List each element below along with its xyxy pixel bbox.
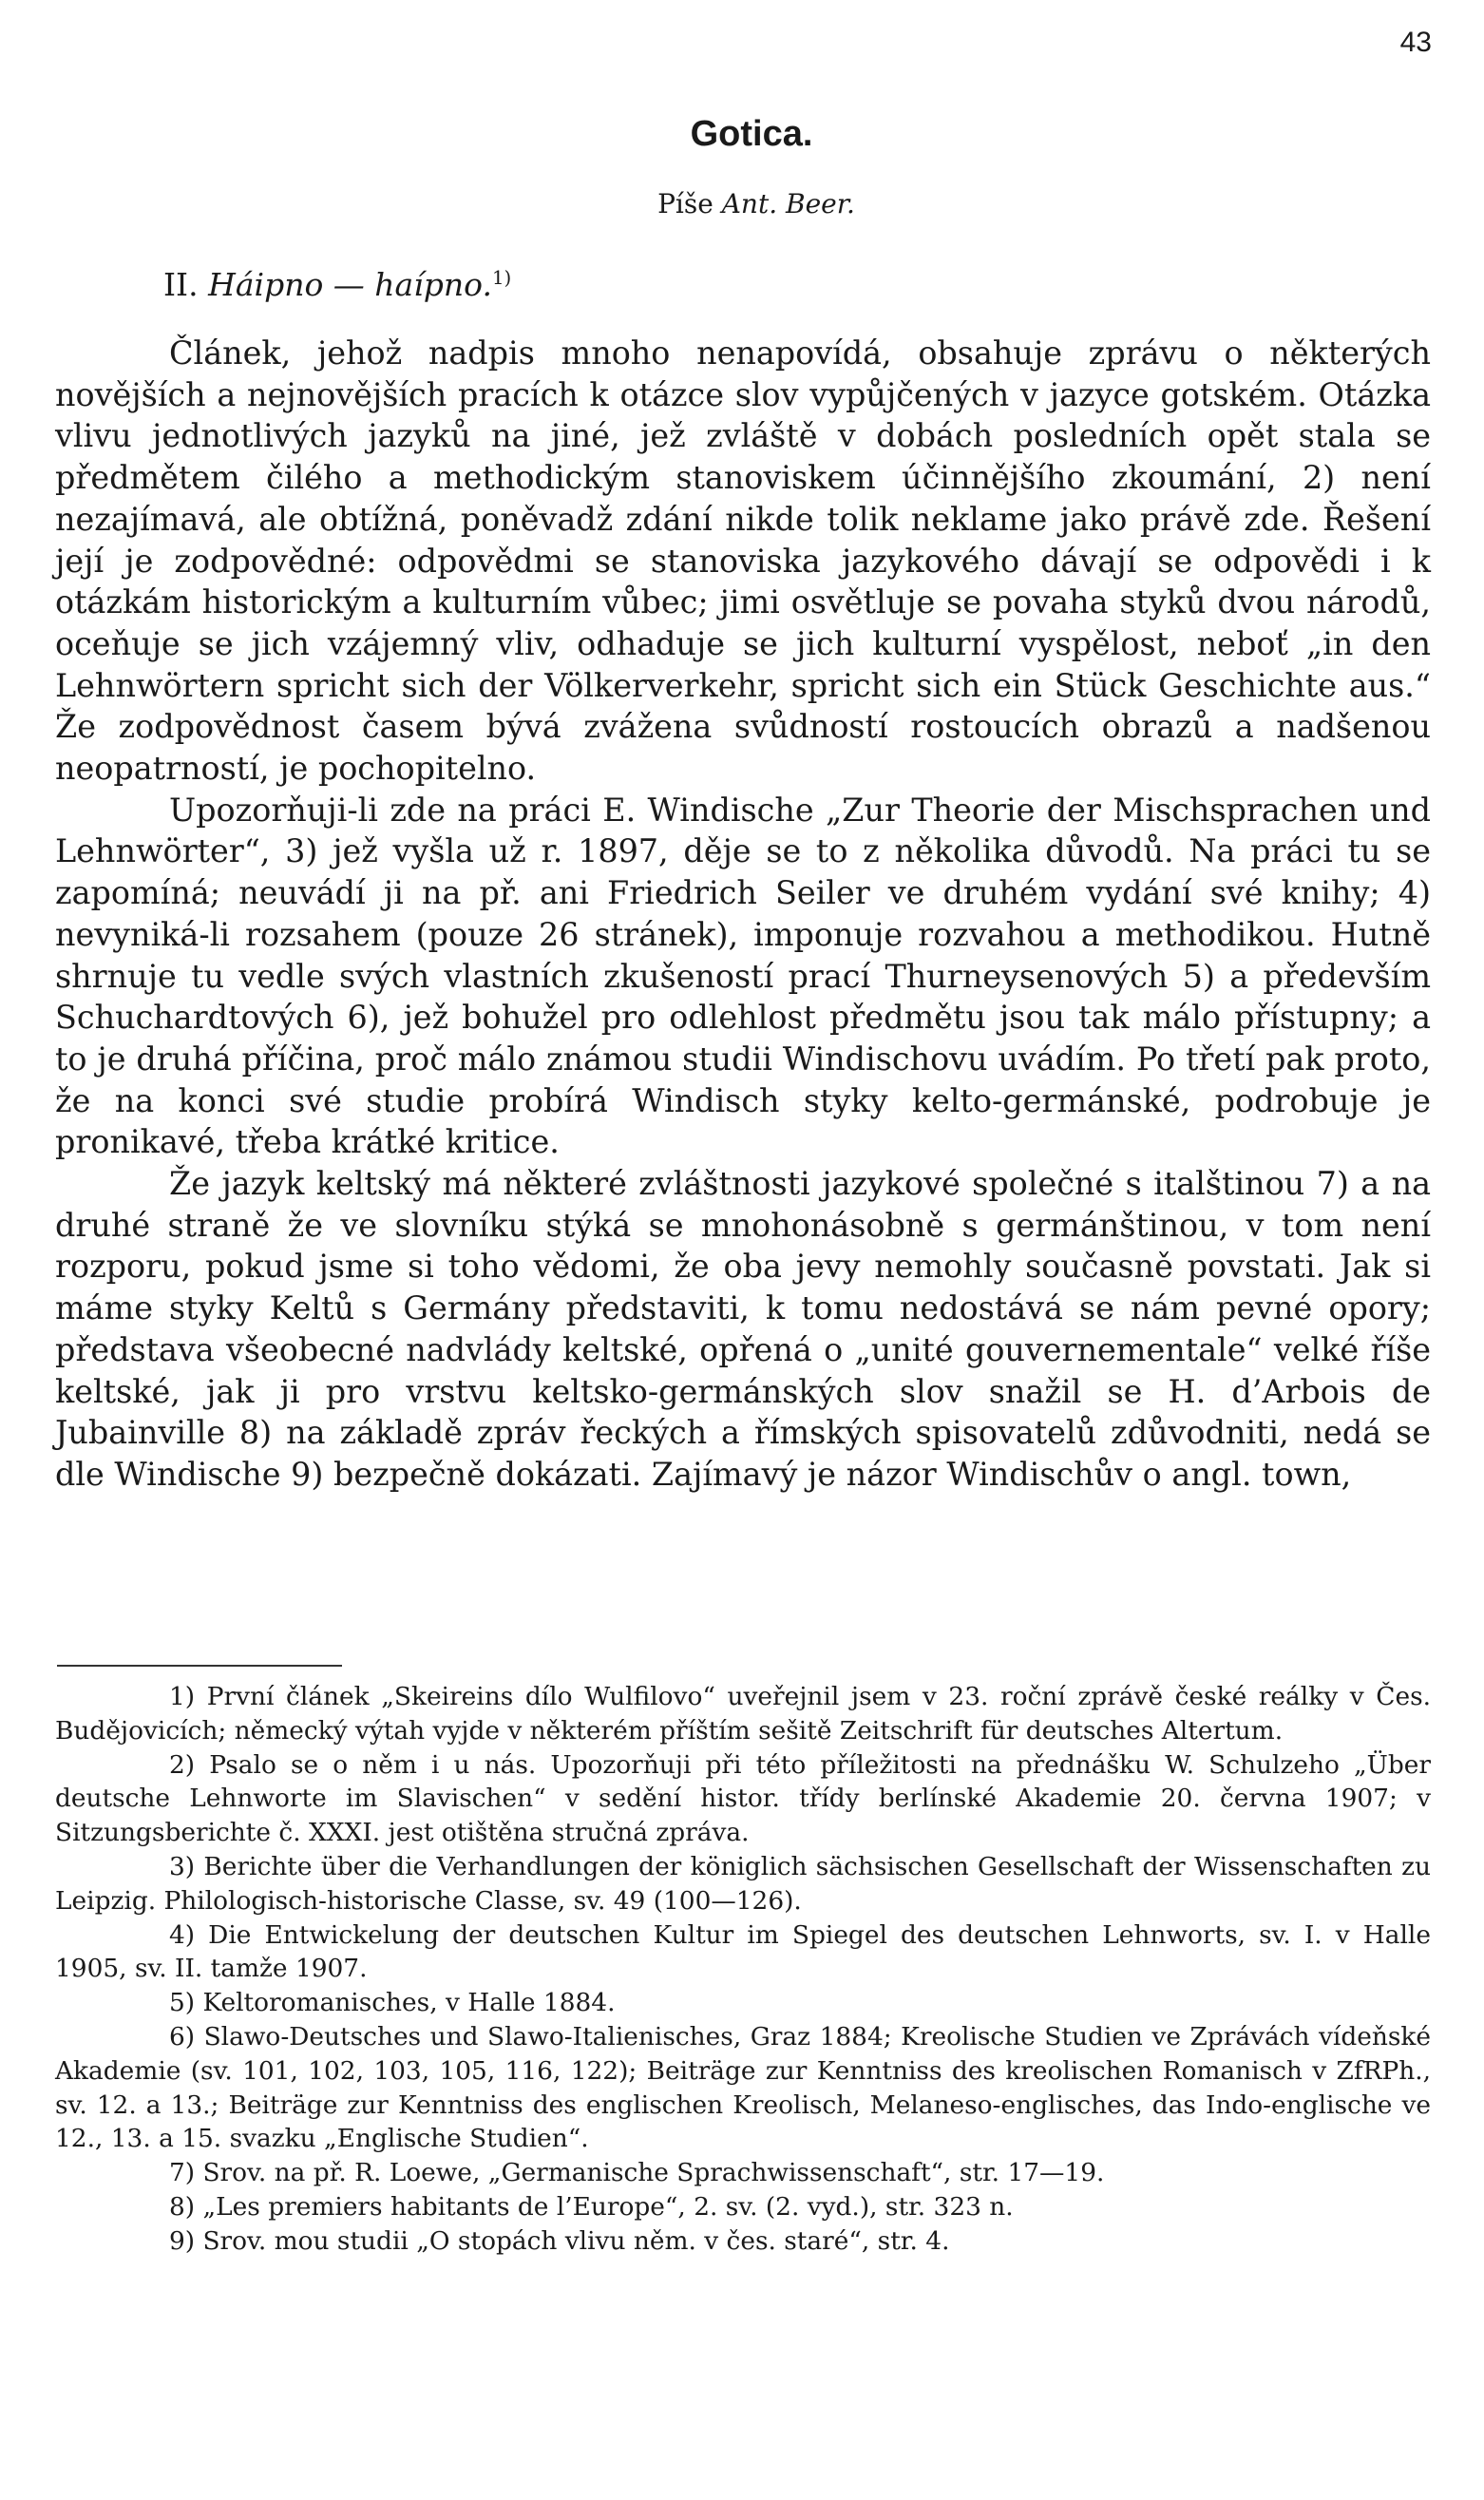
- byline: [0, 188, 1484, 219]
- footnote: 3) Berichte über die Verhandlungen der königlich sächsischen Gesellschaft der Wissenschaften zu Leipzig. Philologisch-historische Classe, sv. 49 (100—126).: [55, 1851, 1431, 1916]
- section-heading: [163, 266, 511, 303]
- paragraph: Upozorňuji-li zde na práci E. Windische „Zur Theorie der Mischsprachen und Lehnwörter“, 3) jež vyšla už r. 1897, děje se to z několika důvodů. Na práci tu se zapomíná; neuvádí ji na př. ani Friedrich Seiler ve druhém vydání své knihy; 4) nevyniká-li rozsahem (pouze 26 stránek), imponuje rozvahou a methodikou. Hutně shrnuje tu vedle svých vlastních zkušeností prací Thurneysenových 5) a především Schuchardtových 6), jež bohužel pro odlehlost předmětu jsou tak málo přístupny; a to je druhá příčina, proč málo známou studii Windischovu uvádím. Po třetí pak proto, že na konci své studie probírá Windisch styky kelto-germánské, podrobuje je pronikavé, třeba krátké kritice.: [55, 791, 1431, 1161]
- footnote: 4) Die Entwickelung der deutschen Kultur im Spiegel des deutschen Lehnworts, sv. I. v Halle 1905, sv. II. tamže 1907.: [55, 1919, 1431, 1984]
- footnote: 7) Srov. na př. R. Loewe, „Germanische Sprachwissenschaft“, str. 17—19.: [169, 2158, 1105, 2188]
- paragraph: Článek, jehož nadpis mnoho nenapovídá, obsahuje zprávu o některých novějších a nejnovějších pracích k otázce slov vypůjčených v jazyce gotském. Otázka vlivu jednotlivých jazyků na jiné, jež zvláště v dobách posledních opět stala se předmětem čilého a methodickým stanoviskem účinnějšího zkoumání, 2) není nezajímavá, ale obtížná, poněvadž zdání nikde tolik neklame jako právě zde. Řešení její je zodpovědné: odpovědmi se stanoviska jazykového dávají se odpovědi i k otázkám historickým a kulturním vůbec; jimi osvětluje se povaha styků dvou národů, oceňuje se jich vzájemný vliv, odhaduje se jich kulturní vyspělost, neboť „in den Lehnwörtern spricht sich der Völkerverkehr, spricht sich ein Stück Geschichte aus.“ Že zodpovědnost časem bývá zvážena svůdností rostoucích obrazů a nadšenou neopatrností, je pochopitelno.: [55, 334, 1431, 788]
- body-text: [55, 333, 1431, 1496]
- byline-prefix: Píše: [657, 188, 713, 219]
- section-numeral: II.: [163, 266, 199, 303]
- byline-author: Ant. Beer.: [721, 188, 855, 219]
- footnote: 5) Keltoromanisches, v Halle 1884.: [169, 1988, 616, 2018]
- article-title: Gotica.: [690, 114, 813, 154]
- paragraph: Že jazyk keltský má některé zvláštnosti jazykové společné s italštinou 7) a na druhé straně že ve slovníku stýká se mnohonásobně s germánštinou, v tom není rozporu, pokud jsme si toho vědomi, že oba jevy nemohly současně povstati. Jak si máme styky Keltů s Germány představiti, k tomu nedostává se nám pevné opory; představa všeobecné nadvlády keltské, opřená o „unité gouvernementale“ velké říše keltské, jak ji pro vrstvu keltsko-germánských slov snažil se H. d’Arbois de Jubainville 8) na základě zpráv řeckých a římských spisovatelů zdůvodniti, nedá se dle Windische 9) bezpečně dokázati. Zajímavý je názor Windischův o angl. town,: [55, 1165, 1431, 1493]
- section-heading-text: Háipno — haípno.: [208, 266, 492, 303]
- footnotes: [55, 1680, 1431, 2259]
- footnote: 1) První článek „Skeireins dílo Wulfilovo“ uveřejnil jsem v 23. roční zprávě české reálky v Čes. Budějovicích; německý výtah vyjde v některém příštím sešitě Zeitschrift für deutsches Altertum.: [55, 1682, 1431, 1746]
- section-note-ref: 1): [491, 267, 512, 289]
- footnote: 2) Psalo se o něm i u nás. Upozorňuji při této příležitosti na přednášku W. Schulzeho „Über deutsche Lehnworte im Slavischen“ v sedění histor. třídy berlínské Akademie 20. června 1907; v Sitzungsberichte č. XXXI. jest otištěna stručná zpráva.: [55, 1749, 1431, 1848]
- footnote: 6) Slawo-Deutsches und Slawo-Italienisches, Graz 1884; Kreolische Studien ve Zprávách vídeňské Akademie (sv. 101, 102, 103, 105, 116, 122); Beiträge zur Kenntniss des kreolischen Romanisch v ZfRPh., sv. 12. a 13.; Beiträge zur Kenntniss des englischen Kreolisch, Melaneso-englisches, das Indo-englische ve 12., 13. a 15. svazku „Englische Studien“.: [55, 2021, 1431, 2154]
- footnote-divider: [57, 1665, 342, 1667]
- page-number: 43: [1399, 27, 1432, 58]
- footnote: 8) „Les premiers habitants de l’Europe“, 2. sv. (2. vyd.), str. 323 n.: [169, 2191, 1014, 2222]
- footnote: 9) Srov. mou studii „O stopách vlivu něm. v čes. staré“, str. 4.: [169, 2225, 950, 2256]
